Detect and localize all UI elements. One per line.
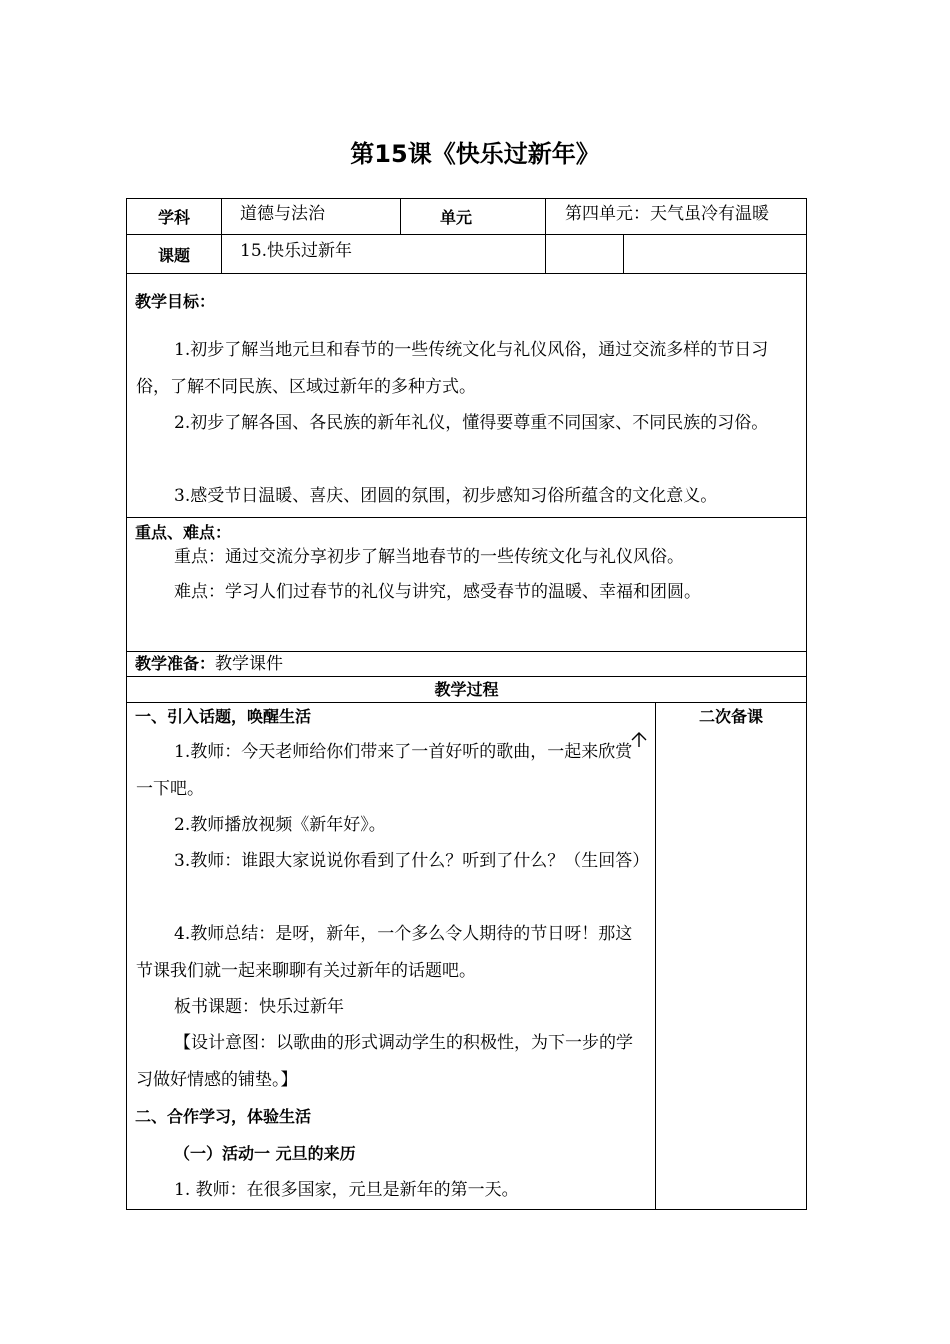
objectives-heading: 教学目标： bbox=[135, 292, 216, 311]
section-1-heading: 一、引入话题，唤醒生活 bbox=[135, 707, 312, 726]
section-2-heading: 二、合作学习，体验生活 bbox=[135, 1107, 312, 1126]
topic-value: 15.快乐过新年 bbox=[240, 241, 353, 261]
objective-item: 1.初步了解当地元旦和春节的一些传统文化与礼仪风俗，通过交流多样的节日习俗，了解不同民族、区域过新年的多种方式。 bbox=[136, 340, 769, 397]
difficult-point: 难点：学习人们过春节的礼仪与讲究，感受春节的温暖、幸福和团圆。 bbox=[174, 582, 701, 602]
activity-1-heading: （一）活动一 元旦的来历 bbox=[174, 1144, 356, 1163]
design-intent: 【设计意图：以歌曲的形式调动学生的积极性，为下一步的学习做好情感的铺垫。】 bbox=[136, 1033, 633, 1090]
key-points-heading: 重点、难点： bbox=[135, 523, 232, 542]
process-item: 板书课题：快乐过新年 bbox=[174, 997, 344, 1017]
topic-label: 课题 bbox=[158, 246, 191, 265]
preparation-row bbox=[135, 654, 283, 674]
process-item: 1.教师：今天老师给你们带来了一首好听的歌曲，一起来欣赏一下吧。 bbox=[136, 742, 633, 799]
unit-value: 第四单元：天气虽冷有温暖 bbox=[565, 204, 769, 224]
preparation-value: 教学课件 bbox=[215, 654, 284, 674]
caret-mark-icon bbox=[630, 730, 648, 748]
unit-label: 单元 bbox=[440, 208, 473, 227]
process-item: 2.教师播放视频《新年好》。 bbox=[174, 815, 386, 835]
objective-item: 3.感受节日温暖、喜庆、团圆的氛围，初步感知习俗所蕴含的文化意义。 bbox=[174, 486, 718, 506]
page-title: 第15课《快乐过新年》 bbox=[350, 140, 600, 168]
secondary-prep-heading: 二次备课 bbox=[698, 707, 763, 726]
subject-label: 学科 bbox=[158, 208, 191, 227]
objective-item: 2.初步了解各国、各民族的新年礼仪，懂得要尊重不同国家、不同民族的习俗。 bbox=[174, 413, 769, 433]
preparation-label: 教学准备： bbox=[135, 654, 216, 673]
key-point: 重点：通过交流分享初步了解当地春节的一些传统文化与礼仪风俗。 bbox=[174, 547, 684, 567]
process-item: 3.教师：谁跟大家说说你看到了什么？听到了什么？（生回答） bbox=[174, 851, 650, 871]
process-item: 1. 教师：在很多国家，元旦是新年的第一天。 bbox=[174, 1180, 519, 1200]
subject-value: 道德与法治 bbox=[240, 204, 325, 224]
process-heading: 教学过程 bbox=[434, 680, 499, 699]
process-item: 4.教师总结：是呀，新年，一个多么令人期待的节日呀！那这节课我们就一起来聊聊有关过新年的话题吧。 bbox=[136, 924, 633, 981]
